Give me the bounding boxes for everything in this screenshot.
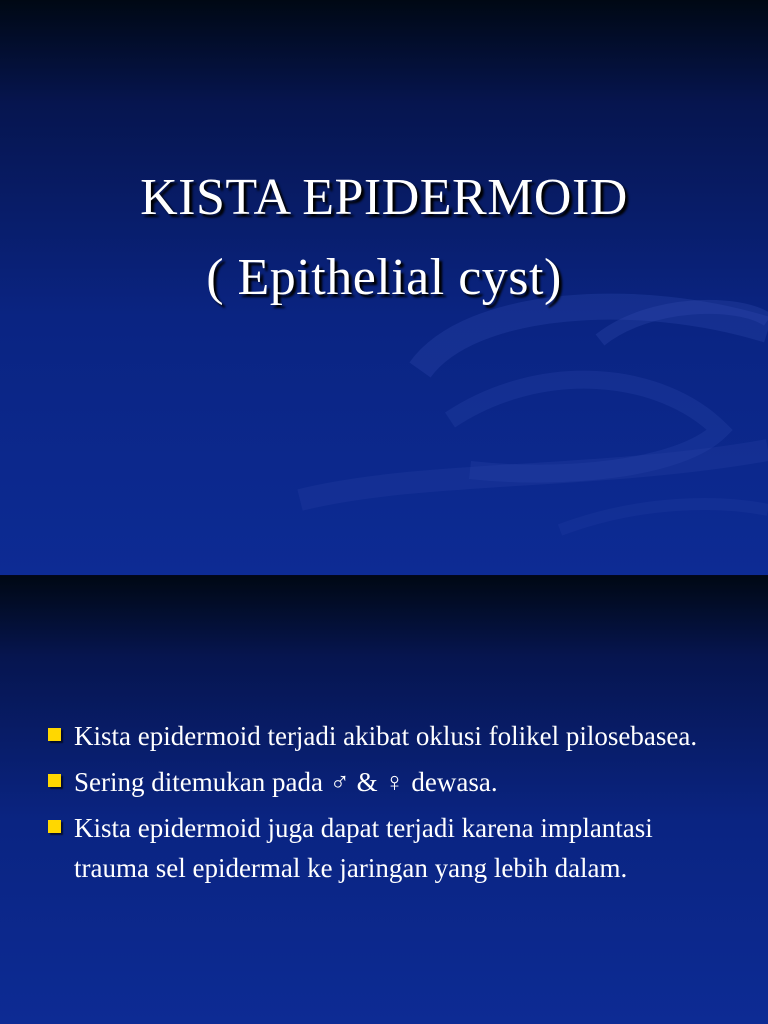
bullet-text: Kista epidermoid juga dapat terjadi karena implantasi trauma sel epidermal ke jaringan yang lebih dalam. <box>74 813 653 883</box>
bullet-item <box>44 762 734 802</box>
square-bullet-icon <box>48 820 61 833</box>
title-line-1: KISTA EPIDERMOID <box>140 169 628 226</box>
title-line-2: ( Epithelial cyst) <box>206 249 562 306</box>
content-slide <box>0 576 768 1024</box>
bullet-item <box>44 716 734 756</box>
bullet-text: Kista epidermoid terjadi akibat oklusi folikel pilosebasea. <box>74 721 698 751</box>
square-bullet-icon <box>48 728 61 741</box>
slide-title <box>0 158 768 318</box>
bullet-item <box>44 808 734 888</box>
bullet-list <box>44 716 734 894</box>
square-bullet-icon <box>48 774 61 787</box>
bullet-text: Sering ditemukan pada ♂ & ♀ dewasa. <box>74 767 498 797</box>
